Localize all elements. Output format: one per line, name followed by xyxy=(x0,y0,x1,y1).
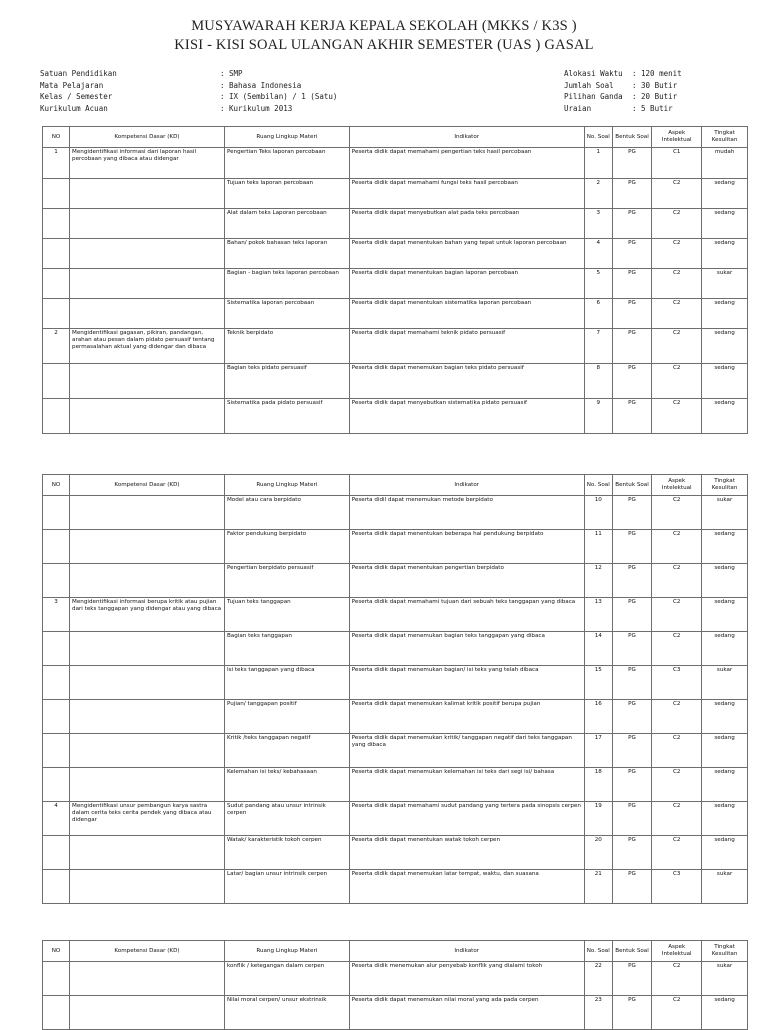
bentuk-soal-cell: PG xyxy=(612,209,652,239)
meta-value: : 30 Butir xyxy=(632,80,678,90)
materi-cell: Kelemahan isi teks/ kebahasaan xyxy=(224,768,349,802)
no-cell: 3 xyxy=(43,598,70,632)
meta-label: Satuan Pendidikan xyxy=(40,69,117,78)
meta-value: : 5 Butir xyxy=(632,103,673,113)
materi-cell: Nilai moral cerpen/ unsur ekstrinsik xyxy=(224,996,349,1030)
kd-cell xyxy=(70,179,225,209)
table-header-row xyxy=(43,941,748,962)
column-header: Tingkat Kesulitan xyxy=(702,127,748,148)
kd-cell: Mengidentifikasi informasi dari laporan hasil percobaan yang dibaca atau didengar xyxy=(70,148,225,179)
soal-number-cell: 12 xyxy=(584,564,612,598)
materi-cell: Sistematika laporan percobaan xyxy=(224,299,349,329)
kd-cell xyxy=(70,962,225,996)
tingkat-cell: sedang xyxy=(702,734,748,768)
no-cell xyxy=(43,399,70,434)
tingkat-cell: sedang xyxy=(702,209,748,239)
table-row xyxy=(43,299,748,329)
bentuk-soal-cell: PG xyxy=(612,962,652,996)
tingkat-cell: sukar xyxy=(702,496,748,530)
kd-cell xyxy=(70,564,225,598)
table-row xyxy=(43,996,748,1030)
aspek-cell: C2 xyxy=(652,768,702,802)
bentuk-soal-cell: PG xyxy=(612,768,652,802)
kd-cell xyxy=(70,632,225,666)
no-cell xyxy=(43,496,70,530)
meta-row xyxy=(40,68,740,80)
indikator-cell: Peserta didik menemukan alur penyebab konflik yang dialami tokoh xyxy=(349,962,584,996)
table-row xyxy=(43,269,748,299)
meta-row xyxy=(40,103,740,115)
document-subtitle: KISI - KISI SOAL ULANGAN AKHIR SEMESTER (UAS ) GASAL xyxy=(174,37,594,53)
kd-cell xyxy=(70,239,225,269)
tingkat-cell: sedang xyxy=(702,299,748,329)
tingkat-cell: sedang xyxy=(702,530,748,564)
bentuk-soal-cell: PG xyxy=(612,666,652,700)
column-header: Kompetensi Dasar (KD) xyxy=(70,475,225,496)
bentuk-soal-cell: PG xyxy=(612,299,652,329)
document-meta xyxy=(40,68,740,114)
meta-label: Uraian xyxy=(564,103,592,113)
column-header: Kompetensi Dasar (KD) xyxy=(70,941,225,962)
soal-number-cell: 8 xyxy=(584,364,612,399)
kd-cell xyxy=(70,530,225,564)
aspek-cell: C1 xyxy=(652,148,702,179)
column-header: Indikator xyxy=(349,127,584,148)
bentuk-soal-cell: PG xyxy=(612,329,652,364)
meta-value: : IX (Sembilan) / 1 (Satu) xyxy=(220,92,338,101)
table-row xyxy=(43,496,748,530)
indikator-cell: Peserta didik dapat memahami sudut pandang yang tertera pada sinopsis cerpen xyxy=(349,802,584,836)
no-cell xyxy=(43,666,70,700)
kd-cell: Mengidentifikasi gagasan, pikiran, pandangan, arahan atau pesan dalam pidato persuasif tentang permasalahan aktual yang didengar dan dibaca xyxy=(70,329,225,364)
aspek-cell: C2 xyxy=(652,632,702,666)
table-row xyxy=(43,399,748,434)
meta-value: : 20 Butir xyxy=(632,92,678,101)
meta-label: Kelas / Semester xyxy=(40,92,113,101)
tingkat-cell: sedang xyxy=(702,564,748,598)
aspek-cell: C2 xyxy=(652,734,702,768)
indikator-cell: Peserta didik dapat memahami teknik pidato persuasif xyxy=(349,329,584,364)
indikator-cell: Peserta didik dapat menemukan bagian/ isi teks yang telah dibaca xyxy=(349,666,584,700)
column-header: Indikator xyxy=(349,475,584,496)
indikator-cell: Peserta didil dapat menemukan metode berpidato xyxy=(349,496,584,530)
kd-cell xyxy=(70,836,225,870)
soal-number-cell: 11 xyxy=(584,530,612,564)
bentuk-soal-cell: PG xyxy=(612,734,652,768)
indikator-cell: Peserta didik dapat menyebutkan sistematika pidato persuasif xyxy=(349,399,584,434)
no-cell xyxy=(43,768,70,802)
bentuk-soal-cell: PG xyxy=(612,364,652,399)
soal-number-cell: 21 xyxy=(584,870,612,904)
materi-cell: Teknik berpidato xyxy=(224,329,349,364)
column-header: NO xyxy=(43,475,70,496)
no-cell xyxy=(43,299,70,329)
aspek-cell: C3 xyxy=(652,870,702,904)
table-row xyxy=(43,239,748,269)
bentuk-soal-cell: PG xyxy=(612,269,652,299)
kd-cell xyxy=(70,269,225,299)
materi-cell: Tujuan teks laporan percobaan xyxy=(224,179,349,209)
tingkat-cell: sukar xyxy=(702,666,748,700)
column-header: Aspek Intelektual xyxy=(652,475,702,496)
materi-cell: Bagian teks pidato persuasif xyxy=(224,364,349,399)
column-header: Ruang Lingkup Materi xyxy=(224,475,349,496)
aspek-cell: C2 xyxy=(652,564,702,598)
no-cell xyxy=(43,269,70,299)
no-cell: 4 xyxy=(43,802,70,836)
materi-cell: Bagian teks tanggapan xyxy=(224,632,349,666)
meta-row xyxy=(40,91,740,103)
materi-cell: Bahan/ pokok bahasan teks laporan xyxy=(224,239,349,269)
column-header: No. Soal xyxy=(584,127,612,148)
soal-number-cell: 1 xyxy=(584,148,612,179)
meta-row xyxy=(40,80,740,92)
tingkat-cell: sedang xyxy=(702,768,748,802)
table-row xyxy=(43,802,748,836)
materi-cell: Tujuan teks tanggapan xyxy=(224,598,349,632)
kd-cell: Mengidentifikasi unsur pembangun karya sastra dalam cerita teks cerita pendek yang dibaca atau didengar xyxy=(70,802,225,836)
soal-number-cell: 14 xyxy=(584,632,612,666)
materi-cell: Alat dalam teks Laporan percobaan xyxy=(224,209,349,239)
kd-cell: Mengidentifikasi informasi berupa kritik atau pujian dari teks tanggapan yang didengar atau yang dibaca xyxy=(70,598,225,632)
soal-number-cell: 4 xyxy=(584,239,612,269)
column-header: Ruang Lingkup Materi xyxy=(224,127,349,148)
meta-label: Mata Pelajaran xyxy=(40,80,104,90)
materi-cell: Latar/ bagian unsur intrinsik cerpen xyxy=(224,870,349,904)
materi-cell: Kritik /teks tanggapan negatif xyxy=(224,734,349,768)
column-header: Tingkat Kesulitan xyxy=(702,475,748,496)
table-row xyxy=(43,870,748,904)
tingkat-cell: sedang xyxy=(702,700,748,734)
bentuk-soal-cell: PG xyxy=(612,836,652,870)
materi-cell: Pujian/ tanggapan positif xyxy=(224,700,349,734)
aspek-cell: C2 xyxy=(652,239,702,269)
indikator-cell: Peserta didik dapat memahami pengertian teks hasil percobaan xyxy=(349,148,584,179)
table-row xyxy=(43,632,748,666)
bentuk-soal-cell: PG xyxy=(612,802,652,836)
tingkat-cell: sedang xyxy=(702,364,748,399)
tingkat-cell: sedang xyxy=(702,996,748,1030)
no-cell: 2 xyxy=(43,329,70,364)
table-header-row xyxy=(43,475,748,496)
indikator-cell: Peserta didik dapat memahami tujuan dari sebuah teks tanggapan yang dibaca xyxy=(349,598,584,632)
tingkat-cell: sedang xyxy=(702,239,748,269)
column-header: Bentuk Soal xyxy=(612,127,652,148)
aspek-cell: C2 xyxy=(652,598,702,632)
no-cell xyxy=(43,632,70,666)
soal-number-cell: 20 xyxy=(584,836,612,870)
soal-number-cell: 23 xyxy=(584,996,612,1030)
bentuk-soal-cell: PG xyxy=(612,239,652,269)
aspek-cell: C2 xyxy=(652,179,702,209)
soal-number-cell: 10 xyxy=(584,496,612,530)
table-row xyxy=(43,364,748,399)
aspek-cell: C2 xyxy=(652,329,702,364)
kisi-table-1 xyxy=(42,126,748,434)
bentuk-soal-cell: PG xyxy=(612,496,652,530)
table-header-row xyxy=(43,127,748,148)
tingkat-cell: sedang xyxy=(702,802,748,836)
meta-label: Jumlah Soal xyxy=(564,80,614,90)
materi-cell: Sudut pandang atau unsur intrinsik cerpen xyxy=(224,802,349,836)
soal-number-cell: 15 xyxy=(584,666,612,700)
bentuk-soal-cell: PG xyxy=(612,870,652,904)
table-row xyxy=(43,598,748,632)
indikator-cell: Peserta didik dapat menentukan beberapa hal pendukung berpidato xyxy=(349,530,584,564)
meta-value: : SMP xyxy=(220,69,243,78)
aspek-cell: C2 xyxy=(652,269,702,299)
table-row xyxy=(43,148,748,179)
bentuk-soal-cell: PG xyxy=(612,179,652,209)
indikator-cell: Peserta didik dapat menemukan kalimat kritik positif berupa pujian xyxy=(349,700,584,734)
no-cell xyxy=(43,996,70,1030)
no-cell xyxy=(43,734,70,768)
indikator-cell: Peserta didik dapat menentukan watak tokoh cerpen xyxy=(349,836,584,870)
no-cell: 1 xyxy=(43,148,70,179)
bentuk-soal-cell: PG xyxy=(612,530,652,564)
soal-number-cell: 2 xyxy=(584,179,612,209)
aspek-cell: C2 xyxy=(652,962,702,996)
tingkat-cell: sedang xyxy=(702,632,748,666)
table-row xyxy=(43,329,748,364)
column-header: Tingkat Kesulitan xyxy=(702,941,748,962)
tingkat-cell: sedang xyxy=(702,329,748,364)
meta-value: : Bahasa Indonesia xyxy=(220,80,302,90)
indikator-cell: Peserta didik dapat menentukan bahan yang tepat untuk laporan percobaan xyxy=(349,239,584,269)
table-row xyxy=(43,209,748,239)
indikator-cell: Peserta didik dapat menemukan kritik/ tanggapan negatif dari teks tanggapan yang dibaca xyxy=(349,734,584,768)
indikator-cell: Peserta didik dapat menemukan nilai moral yang ada pada cerpen xyxy=(349,996,584,1030)
bentuk-soal-cell: PG xyxy=(612,399,652,434)
materi-cell: Pengertian berpidato persuasif xyxy=(224,564,349,598)
column-header: Kompetensi Dasar (KD) xyxy=(70,127,225,148)
no-cell xyxy=(43,564,70,598)
kisi-table-2 xyxy=(42,474,748,904)
bentuk-soal-cell: PG xyxy=(612,700,652,734)
no-cell xyxy=(43,179,70,209)
tingkat-cell: sukar xyxy=(702,870,748,904)
no-cell xyxy=(43,364,70,399)
tingkat-cell: sukar xyxy=(702,269,748,299)
kd-cell xyxy=(70,496,225,530)
table-row xyxy=(43,179,748,209)
kd-cell xyxy=(70,734,225,768)
kd-cell xyxy=(70,666,225,700)
indikator-cell: Peserta didik dapat menemukan bagian teks pidato persuasif xyxy=(349,364,584,399)
kd-cell xyxy=(70,299,225,329)
aspek-cell: C2 xyxy=(652,496,702,530)
materi-cell: Sistematika pada pidato persuasif xyxy=(224,399,349,434)
indikator-cell: Peserta didik dapat menemukan latar tempat, waktu, dan suasana xyxy=(349,870,584,904)
no-cell xyxy=(43,962,70,996)
table-row xyxy=(43,768,748,802)
kd-cell xyxy=(70,870,225,904)
indikator-cell: Peserta didik dapat memahami fungsi teks hasil percobaan xyxy=(349,179,584,209)
table-row xyxy=(43,700,748,734)
tingkat-cell: mudah xyxy=(702,148,748,179)
aspek-cell: C2 xyxy=(652,700,702,734)
soal-number-cell: 16 xyxy=(584,700,612,734)
table-row xyxy=(43,836,748,870)
bentuk-soal-cell: PG xyxy=(612,632,652,666)
materi-cell: Isi teks tanggapan yang dibaca xyxy=(224,666,349,700)
tingkat-cell: sedang xyxy=(702,179,748,209)
no-cell xyxy=(43,239,70,269)
indikator-cell: Peserta didik dapat menyebutkan alat pada teks percobaan xyxy=(349,209,584,239)
soal-number-cell: 18 xyxy=(584,768,612,802)
soal-number-cell: 19 xyxy=(584,802,612,836)
tingkat-cell: sukar xyxy=(702,962,748,996)
indikator-cell: Peserta didik dapat menentukan sistematika laporan percobaan xyxy=(349,299,584,329)
meta-label: Pilihan Ganda xyxy=(564,92,623,101)
indikator-cell: Peserta didik dapat menemukan kelemahan isi teks dari segi isi/ bahasa xyxy=(349,768,584,802)
soal-number-cell: 7 xyxy=(584,329,612,364)
table-row xyxy=(43,666,748,700)
aspek-cell: C2 xyxy=(652,996,702,1030)
no-cell xyxy=(43,700,70,734)
soal-number-cell: 17 xyxy=(584,734,612,768)
column-header: Ruang Lingkup Materi xyxy=(224,941,349,962)
bentuk-soal-cell: PG xyxy=(612,996,652,1030)
bentuk-soal-cell: PG xyxy=(612,564,652,598)
soal-number-cell: 3 xyxy=(584,209,612,239)
no-cell xyxy=(43,530,70,564)
materi-cell: Model atau cara berpidato xyxy=(224,496,349,530)
meta-label: Alokasi Waktu xyxy=(564,69,623,78)
aspek-cell: C2 xyxy=(652,299,702,329)
kd-cell xyxy=(70,209,225,239)
aspek-cell: C2 xyxy=(652,209,702,239)
indikator-cell: Peserta didik dapat menentukan pengertian berpidato xyxy=(349,564,584,598)
soal-number-cell: 9 xyxy=(584,399,612,434)
aspek-cell: C2 xyxy=(652,364,702,399)
tingkat-cell: sedang xyxy=(702,836,748,870)
materi-cell: konflik / ketegangan dalam cerpen xyxy=(224,962,349,996)
aspek-cell: C2 xyxy=(652,802,702,836)
table-row xyxy=(43,962,748,996)
kd-cell xyxy=(70,996,225,1030)
bentuk-soal-cell: PG xyxy=(612,148,652,179)
indikator-cell: Peserta didik dapat menemukan bagian teks tanggapan yang dibaca xyxy=(349,632,584,666)
soal-number-cell: 6 xyxy=(584,299,612,329)
column-header: Indikator xyxy=(349,941,584,962)
meta-value: : Kurikulum 2013 xyxy=(220,103,293,113)
kd-cell xyxy=(70,399,225,434)
column-header: No. Soal xyxy=(584,475,612,496)
materi-cell: Watak/ karakteristik tokoh cerpen xyxy=(224,836,349,870)
column-header: Bentuk Soal xyxy=(612,941,652,962)
table-row xyxy=(43,734,748,768)
tingkat-cell: sedang xyxy=(702,399,748,434)
aspek-cell: C2 xyxy=(652,836,702,870)
column-header: No. Soal xyxy=(584,941,612,962)
table-row xyxy=(43,564,748,598)
column-header: Bentuk Soal xyxy=(612,475,652,496)
kisi-table-3 xyxy=(42,940,748,1030)
materi-cell: Faktor pendukung berpidato xyxy=(224,530,349,564)
document-title: MUSYAWARAH KERJA KEPALA SEKOLAH (MKKS / K3S ) xyxy=(191,18,577,34)
kd-cell xyxy=(70,768,225,802)
no-cell xyxy=(43,836,70,870)
kd-cell xyxy=(70,700,225,734)
soal-number-cell: 22 xyxy=(584,962,612,996)
column-header: Aspek Intelektual xyxy=(652,941,702,962)
materi-cell: Pengertian Teks laporan percobaan xyxy=(224,148,349,179)
aspek-cell: C2 xyxy=(652,399,702,434)
tingkat-cell: sedang xyxy=(702,598,748,632)
materi-cell: Bagian - bagian teks laporan percobaan xyxy=(224,269,349,299)
aspek-cell: C3 xyxy=(652,666,702,700)
no-cell xyxy=(43,209,70,239)
column-header: NO xyxy=(43,941,70,962)
kd-cell xyxy=(70,364,225,399)
bentuk-soal-cell: PG xyxy=(612,598,652,632)
column-header: Aspek Intelektual xyxy=(652,127,702,148)
meta-value: : 120 menit xyxy=(632,69,682,78)
indikator-cell: Peserta didik dapat menentukan bagian laporan percobaan xyxy=(349,269,584,299)
soal-number-cell: 13 xyxy=(584,598,612,632)
column-header: NO xyxy=(43,127,70,148)
table-row xyxy=(43,530,748,564)
aspek-cell: C2 xyxy=(652,530,702,564)
no-cell xyxy=(43,870,70,904)
soal-number-cell: 5 xyxy=(584,269,612,299)
meta-label: Kurikulum Acuan xyxy=(40,103,108,113)
